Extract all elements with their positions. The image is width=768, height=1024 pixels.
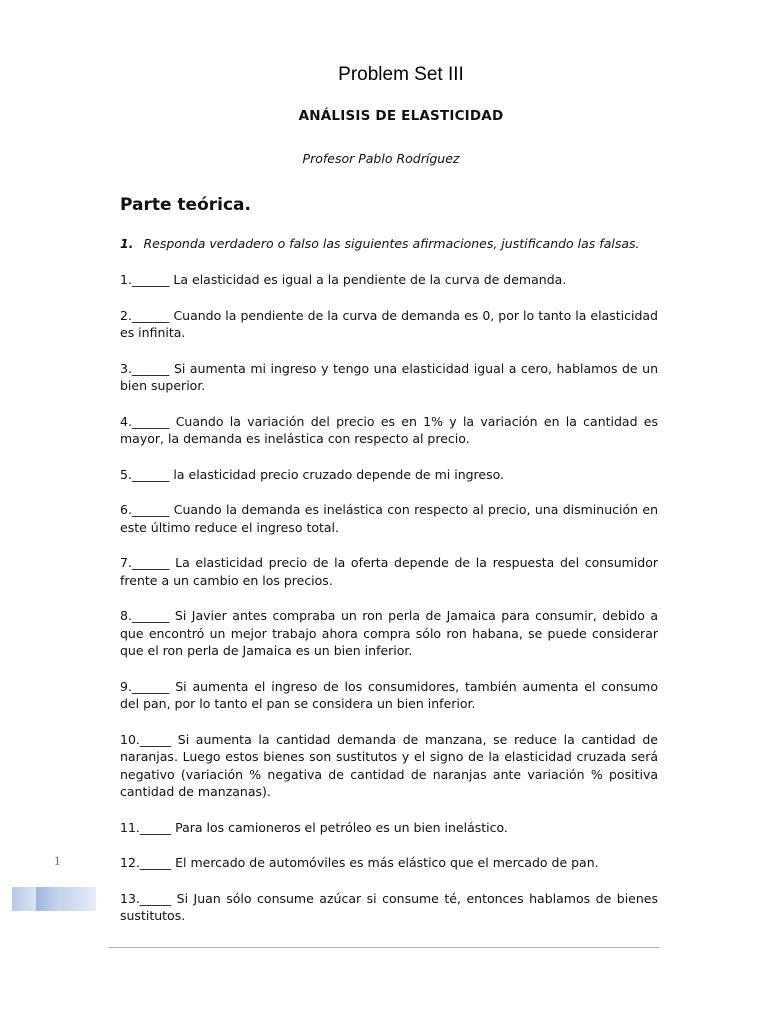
question-item: 13._____ Si Juan sólo consume azúcar si consume té, entonces hablamos de bienes sustitutos. bbox=[120, 890, 658, 923]
page-number: 1 bbox=[54, 853, 61, 868]
instruction bbox=[120, 236, 665, 251]
question-item: 7.______ La elasticidad precio de la oferta depende de la respuesta del consumidor frente a un cambio en los precios. bbox=[120, 555, 658, 588]
question-list bbox=[120, 271, 658, 943]
question-item: 9.______ Si aumenta el ingreso de los consumidores, también aumenta el consumo del pan, por lo tanto el pan se considera un bien inferior. bbox=[120, 678, 658, 711]
document-subtitle: ANÁLISIS DE ELASTICIDAD bbox=[298, 108, 504, 124]
question-item: 11._____ Para los camioneros el petróleo es un bien inelástico. bbox=[120, 819, 508, 835]
document-title: Problem Set III bbox=[338, 64, 464, 85]
question-item: 8.______ Si Javier antes compraba un ron perla de Jamaica para consumir, debido a que encontró un mejor trabajo ahora compra sólo ron habana, se puede considerar que el ron perla de Jamaica es un bien inferior. bbox=[120, 608, 658, 658]
page-fold-decoration bbox=[36, 887, 60, 911]
instruction-text: Responda verdadero o falso las siguientes afirmaciones, justificando las falsas. bbox=[143, 236, 640, 251]
page-corner-decoration bbox=[12, 887, 96, 911]
question-item: 10._____ Si aumenta la cantidad demanda de manzana, se reduce la cantidad de naranjas. Luego estos bienes son sustitutos y el signo de la elasticidad cruzada será negativo (variación % negativa de cantidad de naranjas ante variación % positiva cantidad de manzanas). bbox=[120, 731, 658, 799]
question-item: 4.______ Cuando la variación del precio es en 1% y la variación en la cantidad es mayor, la demanda es inelástica con respecto al precio. bbox=[120, 413, 658, 446]
professor-name: Profesor Pablo Rodríguez bbox=[302, 151, 460, 166]
section-heading: Parte teórica. bbox=[120, 195, 251, 215]
question-item: 6.______ Cuando la demanda es inelástica con respecto al precio, una disminución en este último reduce el ingreso total. bbox=[120, 502, 658, 535]
instruction-number: 1. bbox=[120, 236, 134, 251]
footer-divider bbox=[108, 947, 660, 948]
question-item: 12._____ El mercado de automóviles es más elástico que el mercado de pan. bbox=[120, 855, 599, 870]
question-item: 3.______ Si aumenta mi ingreso y tengo una elasticidad igual a cero, hablamos de un bien superior. bbox=[120, 360, 658, 393]
question-item: 5.______ la elasticidad precio cruzado depende de mi ingreso. bbox=[120, 466, 505, 482]
question-item: 2.______ Cuando la pendiente de la curva de demanda es 0, por lo tanto la elasticidad es infinita. bbox=[120, 307, 658, 340]
question-item: 1.______ La elasticidad es igual a la pendiente de la curva de demanda. bbox=[120, 272, 567, 287]
